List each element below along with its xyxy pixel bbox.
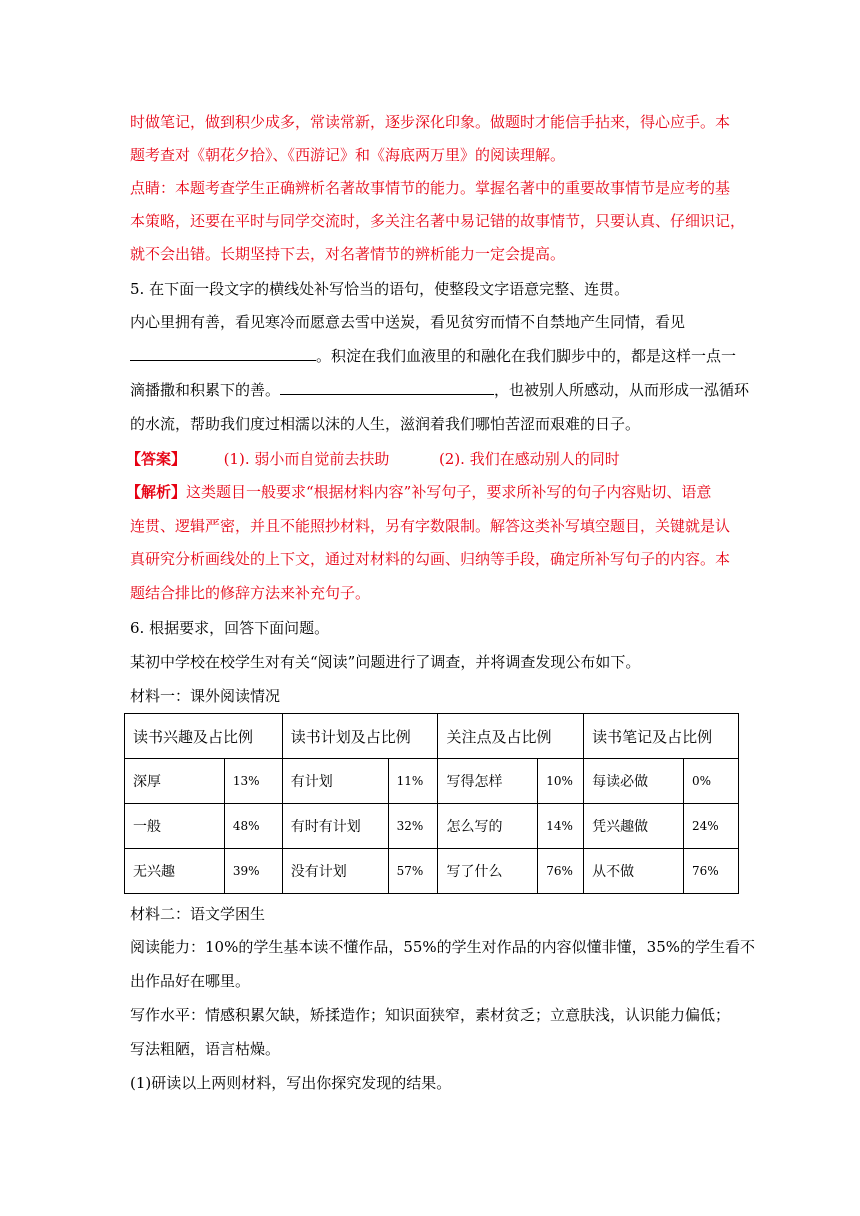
passage-text: ，也被别人所感动，从而形成一泓循环 [494,381,750,399]
analysis-text: 这类题目一般要求“根据材料内容”补写句子，要求所补写的句子内容贴切、语意 [186,483,712,501]
table-cell: 写得怎样 [438,759,538,804]
table-row [125,849,739,894]
analysis-line [126,482,711,502]
table-header-cell: 读书计划及占比例 [282,714,438,759]
table-header-row [125,714,739,759]
table-cell: 57% [388,849,438,894]
survey-table [124,713,739,894]
question-5-passage-line [130,380,749,400]
table-cell: 10% [538,759,584,804]
analysis-text-line: 题考查对《朝花夕拾》、《西游记》和《海底两万里》的阅读理解。 [130,146,566,164]
table-cell: 39% [224,849,282,894]
question-5-passage-line [130,346,736,366]
passage-text: 滴播撒和积累下的善。 [130,381,281,399]
table-cell: 76% [538,849,584,894]
passage-text: 。积淀在我们血液里的和融化在我们脚步中的，都是这样一点一 [316,347,737,365]
table-header-cell: 关注点及占比例 [438,714,584,759]
table-header-cell: 读书笔记及占比例 [584,714,739,759]
table-cell: 从不做 [584,849,684,894]
table-cell: 0% [684,759,739,804]
answer-2: (2). 我们在感动别人的同时 [438,450,620,468]
table-cell: 有计划 [282,759,388,804]
table-cell: 有时有计划 [282,804,388,849]
analysis-tag: 【解析】 [126,483,187,501]
question-5-passage-line: 的水流，帮助我们度过相濡以沫的人生，滋润着我们哪怕苦涩而艰难的日子。 [130,415,641,433]
table-cell: 24% [684,804,739,849]
answer-1: (1). 弱小而自觉前去扶助 [223,450,390,468]
table-cell: 写了什么 [438,849,538,894]
table-cell: 一般 [125,804,225,849]
comment-text-line: 本策略，还要在平时与同学交流时，多关注名著中易记错的故事情节，只要认真、仔细识记， [130,212,746,230]
table-cell: 无兴趣 [125,849,225,894]
sub-question-1: (1)研读以上两则材料，写出你探究发现的结果。 [130,1074,452,1092]
question-5-stem: 5. 在下面一段文字的横线处补写恰当的语句，使整段文字语意完整、连贯。 [130,280,630,298]
table-cell: 每读必做 [584,759,684,804]
table-cell: 深厚 [125,759,225,804]
question-6-intro: 某初中学校在校学生对有关“阅读”问题进行了调查，并将调查发现公布如下。 [130,653,641,671]
table-row [125,759,739,804]
table-cell: 14% [538,804,584,849]
question-5-passage-line: 内心里拥有善，看见寒冷而愿意去雪中送炭，看见贫穷而情不自禁地产生同情，看见 [130,313,686,331]
answer-blank-1[interactable] [130,346,316,361]
material-1-title: 材料一：课外阅读情况 [130,687,281,705]
analysis-text-line: 连贯、逻辑严密，并且不能照抄材料，另有字数限制。解答这类补写填空题目，关键就是认 [130,517,731,535]
reading-ability-line: 阅读能力：10%的学生基本读不懂作品，55%的学生对作品的内容似懂非懂，35%的学生看不 [130,938,756,956]
table-cell: 凭兴趣做 [584,804,684,849]
table-cell: 32% [388,804,438,849]
answer-blank-2[interactable] [280,380,494,395]
writing-level-line: 写作水平：情感积累欠缺，矫揉造作；知识面狭窄，素材贫乏；立意肤浅，认识能力偏低； [130,1006,731,1024]
writing-level-line: 写法粗陋，语言枯燥。 [130,1040,281,1058]
table-header-cell: 读书兴趣及占比例 [125,714,283,759]
table-row [125,804,739,849]
table-cell: 11% [388,759,438,804]
table-cell: 怎么写的 [438,804,538,849]
question-6-stem: 6. 根据要求，回答下面问题。 [130,619,330,637]
answer-line [126,449,620,469]
table-cell: 没有计划 [282,849,388,894]
table-cell: 13% [224,759,282,804]
answer-tag: 【答案】 [126,450,187,468]
table-cell: 48% [224,804,282,849]
analysis-text-line: 真研究分析画线处的上下文，通过对材料的勾画、归纳等手段，确定所补写句子的内容。本 [130,550,731,568]
material-2-title: 材料二：语文学困生 [130,905,266,923]
analysis-text-line: 题结合排比的修辞方法来补充句子。 [130,584,371,602]
comment-text-line: 就不会出错。长期坚持下去，对名著情节的辨析能力一定会提高。 [130,245,566,263]
comment-text-line: 点睛：本题考查学生正确辨析名著故事情节的能力。掌握名著中的重要故事情节是应考的基 [130,179,731,197]
table-cell: 76% [684,849,739,894]
reading-ability-line: 出作品好在哪里。 [130,972,251,990]
analysis-text-line: 时做笔记，做到积少成多，常读常新，逐步深化印象。做题时才能信手拈来，得心应手。本 [130,113,731,131]
